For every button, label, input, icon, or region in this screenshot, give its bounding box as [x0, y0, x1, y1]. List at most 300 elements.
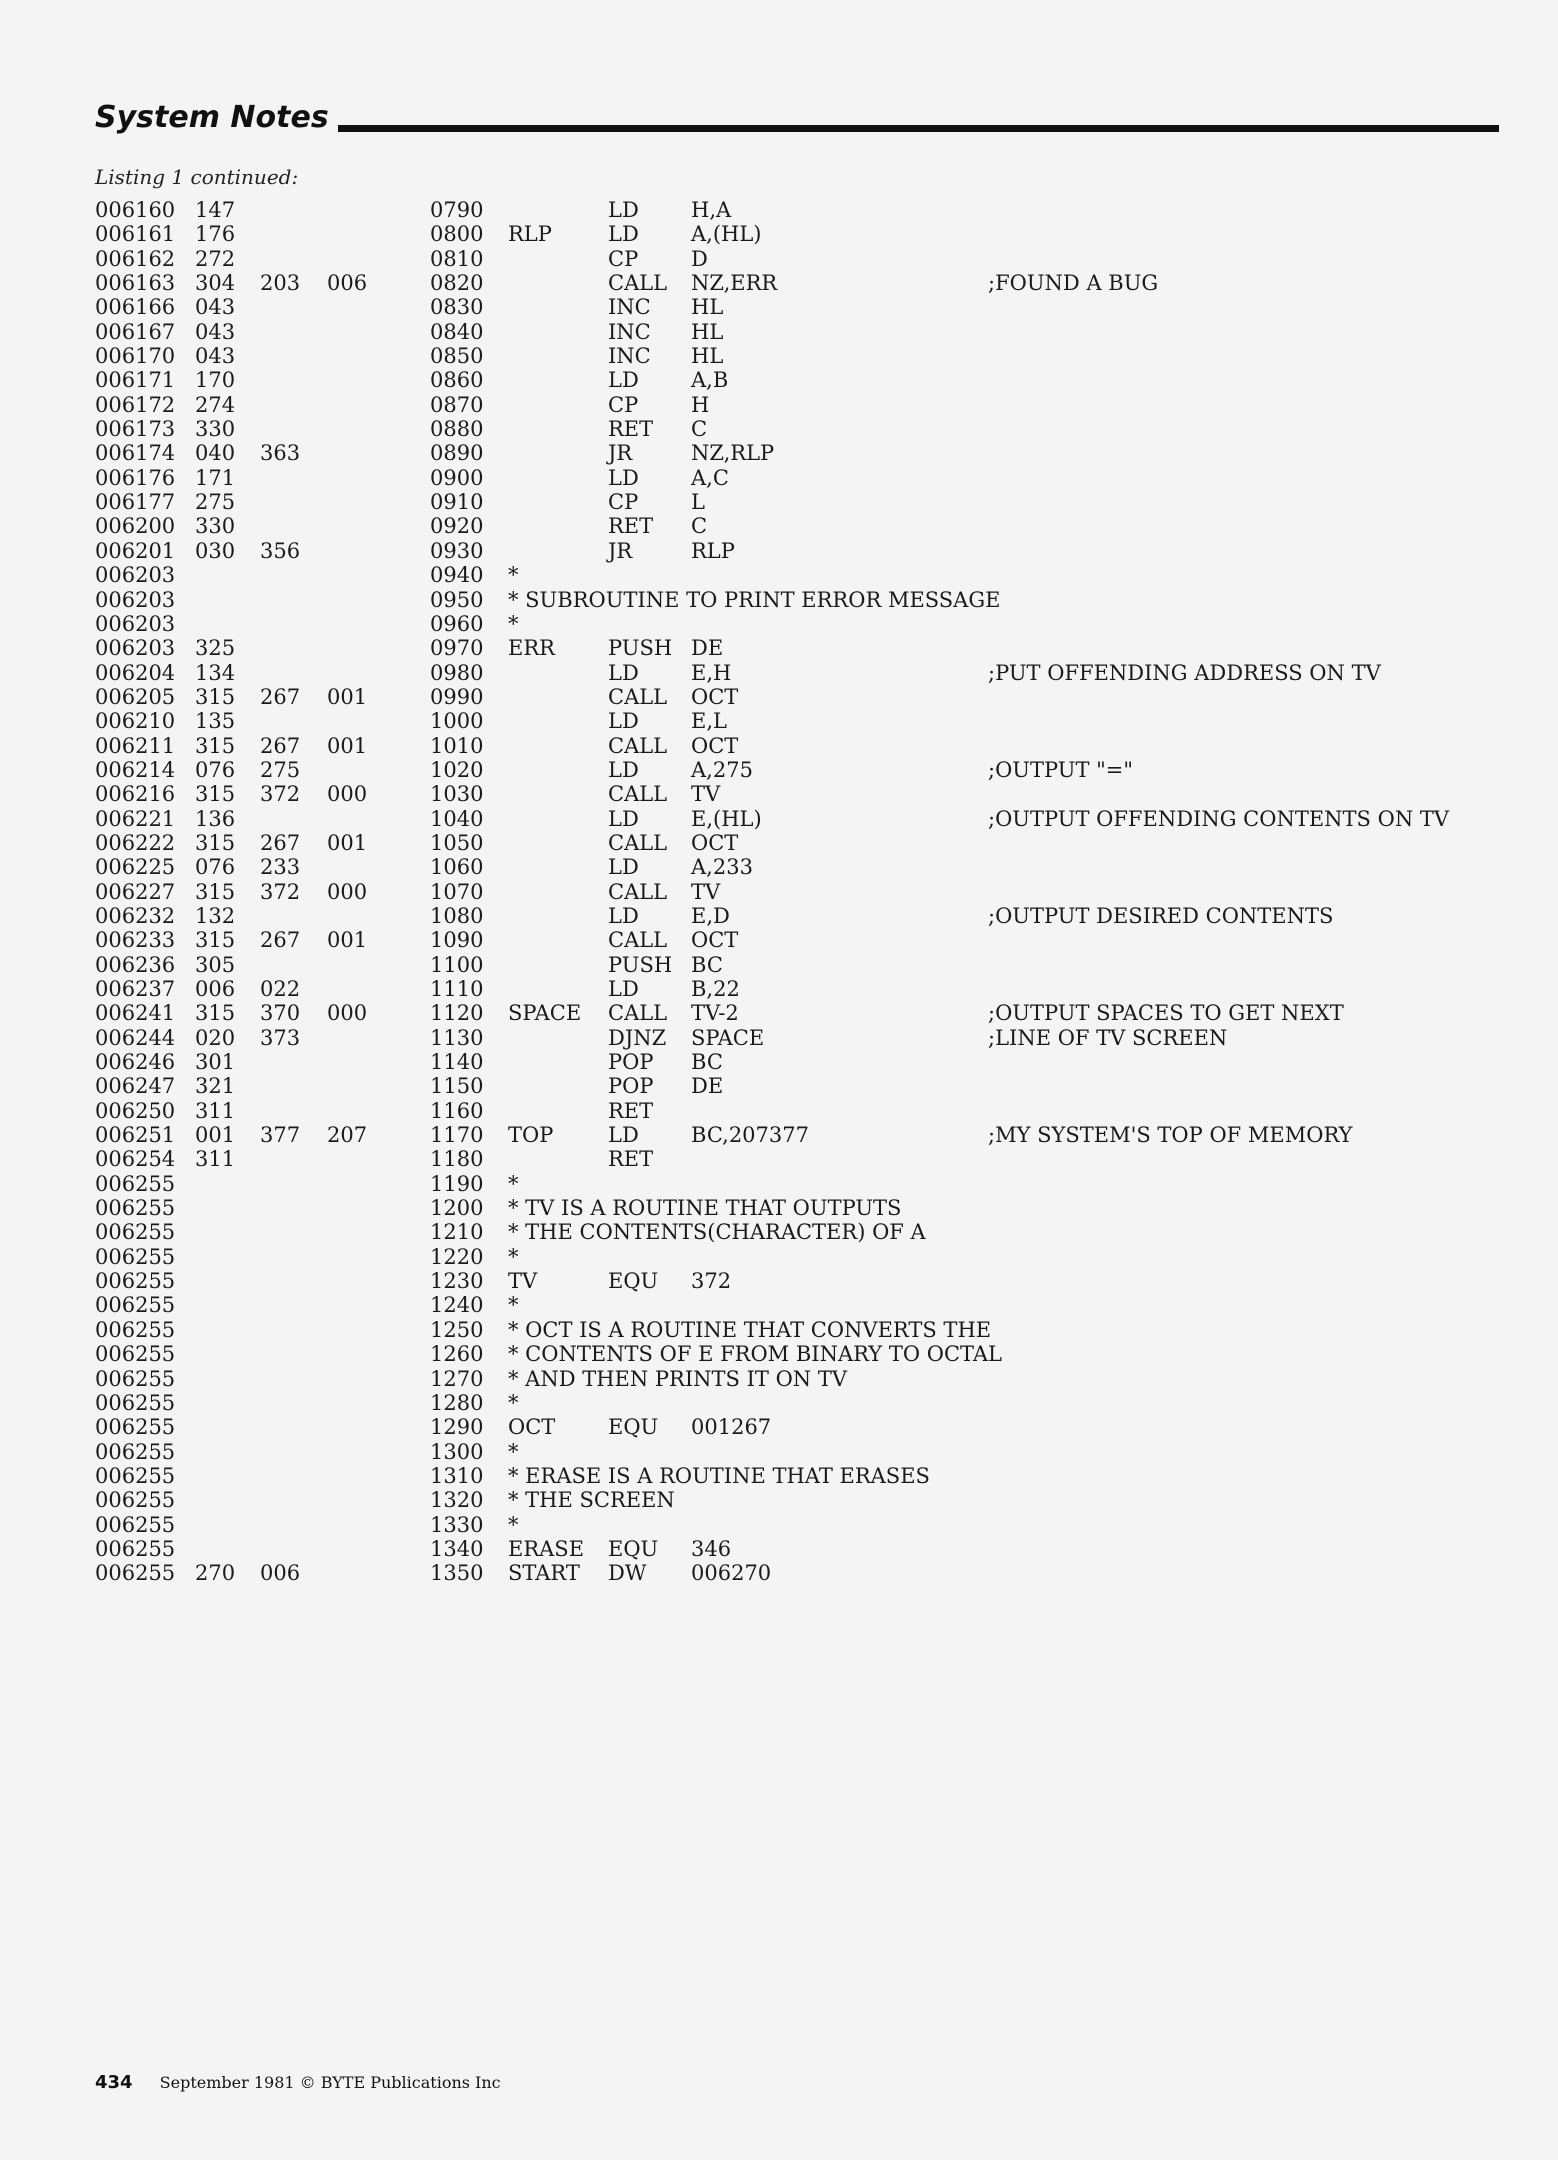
opcode-cell: EQU	[608, 1415, 659, 1440]
listing-row	[95, 539, 1515, 563]
listing-row	[95, 1513, 1515, 1537]
address-cell: 006166	[95, 295, 176, 320]
listing-row	[95, 1123, 1515, 1147]
opcode-cell: CP	[608, 246, 639, 271]
listing-row	[95, 1001, 1515, 1025]
operand-cell: E,L	[691, 709, 727, 734]
listing-row	[95, 831, 1515, 855]
byte1-cell: 076	[195, 757, 236, 782]
byte2-cell: 267	[260, 830, 301, 855]
line-number-cell: 0840	[430, 319, 484, 344]
operand-cell: SPACE	[691, 1025, 765, 1050]
comment-cell: ;OUTPUT SPACES TO GET NEXT	[988, 1001, 1344, 1026]
comment-cell: ;OUTPUT DESIRED CONTENTS	[988, 903, 1334, 928]
address-cell: 006255	[95, 1244, 176, 1269]
byte1-cell: 304	[195, 271, 236, 296]
opcode-cell: CALL	[608, 782, 668, 807]
line-number-cell: 1320	[430, 1488, 484, 1513]
address-cell: 006255	[95, 1561, 176, 1586]
operand-cell: BC	[691, 952, 723, 977]
byte2-cell: 233	[260, 855, 301, 880]
address-cell: 006167	[95, 319, 176, 344]
address-cell: 006161	[95, 222, 176, 247]
line-number-cell: 1010	[430, 733, 484, 758]
byte1-cell: 147	[195, 198, 236, 222]
byte2-cell: 372	[260, 782, 301, 807]
listing-row	[95, 855, 1515, 879]
byte1-cell: 043	[195, 319, 236, 344]
line-number-cell: 1350	[430, 1561, 484, 1586]
operand-cell: DE	[691, 636, 724, 661]
label-cell: TOP	[508, 1123, 554, 1148]
label-cell: OCT	[508, 1415, 556, 1440]
byte1-cell: 301	[195, 1050, 236, 1075]
address-cell: 006227	[95, 879, 176, 904]
byte1-cell: 330	[195, 417, 236, 442]
line-number-cell: 1040	[430, 806, 484, 831]
remark-cell: * OCT IS A ROUTINE THAT CONVERTS THE	[508, 1317, 992, 1342]
operand-cell: 372	[691, 1269, 732, 1294]
line-number-cell: 1250	[430, 1317, 484, 1342]
operand-cell: A,233	[691, 855, 753, 880]
line-number-cell: 1130	[430, 1025, 484, 1050]
line-number-cell: 1290	[430, 1415, 484, 1440]
opcode-cell: LD	[608, 977, 639, 1001]
listing-row	[95, 320, 1515, 344]
comment-cell: ;OUTPUT OFFENDING CONTENTS ON TV	[988, 806, 1450, 831]
operand-cell: RLP	[691, 538, 735, 563]
byte1-cell: 315	[195, 782, 236, 807]
byte1-cell: 272	[195, 246, 236, 271]
opcode-cell: CP	[608, 392, 639, 417]
line-number-cell: 1070	[430, 879, 484, 904]
listing-row	[95, 1415, 1515, 1439]
line-number-cell: 0980	[430, 660, 484, 685]
line-number-cell: 1000	[430, 709, 484, 734]
operand-cell: DE	[691, 1074, 724, 1099]
byte1-cell: 171	[195, 465, 236, 490]
remark-cell: * CONTENTS OF E FROM BINARY TO OCTAL	[508, 1342, 1002, 1367]
opcode-cell: CALL	[608, 928, 668, 953]
opcode-cell: LD	[608, 806, 639, 831]
line-number-cell: 1090	[430, 928, 484, 953]
operand-cell: E,D	[691, 903, 730, 928]
operand-cell: BC	[691, 1050, 723, 1075]
opcode-cell: INC	[608, 344, 651, 369]
byte3-cell: 001	[327, 733, 368, 758]
footer-credit: September 1981 © BYTE Publications Inc	[159, 2073, 501, 2092]
line-number-cell: 1030	[430, 782, 484, 807]
opcode-cell: LD	[608, 198, 639, 222]
listing-row	[95, 880, 1515, 904]
byte3-cell: 001	[327, 928, 368, 953]
address-cell: 006250	[95, 1098, 176, 1123]
comment-cell: ;LINE OF TV SCREEN	[988, 1025, 1228, 1050]
line-number-cell: 1150	[430, 1074, 484, 1099]
address-cell: 006205	[95, 684, 176, 709]
line-number-cell: 0820	[430, 271, 484, 296]
byte1-cell: 030	[195, 538, 236, 563]
opcode-cell: CALL	[608, 733, 668, 758]
byte1-cell: 040	[195, 441, 236, 466]
operand-cell: OCT	[691, 830, 739, 855]
line-number-cell: 1190	[430, 1171, 484, 1196]
remark-cell: * THE CONTENTS(CHARACTER) OF A	[508, 1220, 926, 1245]
opcode-cell: CALL	[608, 830, 668, 855]
byte2-cell: 006	[260, 1561, 301, 1586]
address-cell: 006241	[95, 1001, 176, 1026]
remark-cell: * AND THEN PRINTS IT ON TV	[508, 1366, 848, 1391]
opcode-cell: LD	[608, 1123, 639, 1148]
address-cell: 006203	[95, 587, 176, 612]
byte1-cell: 176	[195, 222, 236, 247]
line-number-cell: 1050	[430, 830, 484, 855]
byte1-cell: 134	[195, 660, 236, 685]
byte1-cell: 043	[195, 344, 236, 369]
address-cell: 006255	[95, 1342, 176, 1367]
remark-cell: * SUBROUTINE TO PRINT ERROR MESSAGE	[508, 587, 1001, 612]
operand-cell: 346	[691, 1536, 732, 1561]
byte3-cell: 000	[327, 1001, 368, 1026]
byte1-cell: 132	[195, 903, 236, 928]
line-number-cell: 0890	[430, 441, 484, 466]
listing-row	[95, 1293, 1515, 1317]
byte1-cell: 321	[195, 1074, 236, 1099]
opcode-cell: LD	[608, 757, 639, 782]
listing-row	[95, 247, 1515, 271]
address-cell: 006172	[95, 392, 176, 417]
listing-row	[95, 977, 1515, 1001]
line-number-cell: 0940	[430, 563, 484, 588]
byte1-cell: 275	[195, 490, 236, 515]
operand-cell: TV	[691, 879, 721, 904]
code-listing	[95, 198, 1515, 1586]
byte1-cell: 315	[195, 733, 236, 758]
remark-cell: *	[508, 1244, 519, 1269]
listing-row	[95, 1342, 1515, 1366]
listing-row	[95, 1269, 1515, 1293]
line-number-cell: 1120	[430, 1001, 484, 1026]
line-number-cell: 0950	[430, 587, 484, 612]
byte1-cell: 305	[195, 952, 236, 977]
byte3-cell: 006	[327, 271, 368, 296]
listing-row	[95, 514, 1515, 538]
operand-cell: NZ,RLP	[691, 441, 775, 466]
operand-cell: A,C	[691, 465, 729, 490]
label-cell: TV	[508, 1269, 538, 1294]
byte2-cell: 267	[260, 684, 301, 709]
address-cell: 006255	[95, 1171, 176, 1196]
opcode-cell: PUSH	[608, 952, 673, 977]
line-number-cell: 1310	[430, 1463, 484, 1488]
address-cell: 006255	[95, 1220, 176, 1245]
label-cell: ERASE	[508, 1536, 585, 1561]
listing-row	[95, 709, 1515, 733]
remark-cell: *	[508, 1390, 519, 1415]
line-number-cell: 0930	[430, 538, 484, 563]
address-cell: 006177	[95, 490, 176, 515]
byte1-cell: 043	[195, 295, 236, 320]
opcode-cell: RET	[608, 1147, 654, 1172]
listing-row	[95, 563, 1515, 587]
listing-row	[95, 734, 1515, 758]
byte2-cell: 267	[260, 928, 301, 953]
line-number-cell: 1300	[430, 1439, 484, 1464]
opcode-cell: JR	[608, 538, 633, 563]
listing-row	[95, 1391, 1515, 1415]
opcode-cell: INC	[608, 319, 651, 344]
line-number-cell: 1210	[430, 1220, 484, 1245]
byte1-cell: 020	[195, 1025, 236, 1050]
line-number-cell: 0880	[430, 417, 484, 442]
listing-row	[95, 1050, 1515, 1074]
opcode-cell: JR	[608, 441, 633, 466]
opcode-cell: CALL	[608, 271, 668, 296]
opcode-cell: LD	[608, 465, 639, 490]
line-number-cell: 1260	[430, 1342, 484, 1367]
byte2-cell: 363	[260, 441, 301, 466]
listing-row	[95, 1488, 1515, 1512]
listing-row	[95, 466, 1515, 490]
operand-cell: HL	[691, 319, 724, 344]
operand-cell: 001267	[691, 1415, 772, 1440]
line-number-cell: 0830	[430, 295, 484, 320]
byte1-cell: 270	[195, 1561, 236, 1586]
listing-caption: Listing 1 continued:	[95, 165, 299, 189]
opcode-cell: CALL	[608, 684, 668, 709]
address-cell: 006173	[95, 417, 176, 442]
address-cell: 006255	[95, 1390, 176, 1415]
byte1-cell: 006	[195, 977, 236, 1001]
listing-row	[95, 1440, 1515, 1464]
operand-cell: TV-2	[691, 1001, 739, 1026]
listing-row	[95, 441, 1515, 465]
byte1-cell: 315	[195, 684, 236, 709]
byte2-cell: 267	[260, 733, 301, 758]
listing-row	[95, 1367, 1515, 1391]
line-number-cell: 1170	[430, 1123, 484, 1148]
byte1-cell: 325	[195, 636, 236, 661]
byte3-cell: 207	[327, 1123, 368, 1148]
listing-row	[95, 368, 1515, 392]
line-number-cell: 0990	[430, 684, 484, 709]
operand-cell: H,A	[691, 198, 732, 222]
operand-cell: E,(HL)	[691, 806, 762, 831]
line-number-cell: 1230	[430, 1269, 484, 1294]
byte1-cell: 076	[195, 855, 236, 880]
line-number-cell: 1110	[430, 977, 484, 1001]
line-number-cell: 0870	[430, 392, 484, 417]
operand-cell: OCT	[691, 733, 739, 758]
byte2-cell: 356	[260, 538, 301, 563]
address-cell: 006210	[95, 709, 176, 734]
line-number-cell: 1140	[430, 1050, 484, 1075]
line-number-cell: 1060	[430, 855, 484, 880]
listing-row	[95, 295, 1515, 319]
listing-row	[95, 1196, 1515, 1220]
operand-cell: 006270	[691, 1561, 772, 1586]
byte2-cell: 370	[260, 1001, 301, 1026]
address-cell: 006216	[95, 782, 176, 807]
address-cell: 006255	[95, 1512, 176, 1537]
listing-row	[95, 1245, 1515, 1269]
listing-row	[95, 807, 1515, 831]
byte1-cell: 135	[195, 709, 236, 734]
line-number-cell: 0960	[430, 611, 484, 636]
opcode-cell: DJNZ	[608, 1025, 667, 1050]
operand-cell: C	[691, 514, 708, 539]
opcode-cell: LD	[608, 368, 639, 393]
section-header	[95, 100, 1499, 140]
byte1-cell: 311	[195, 1147, 236, 1172]
listing-row	[95, 758, 1515, 782]
address-cell: 006225	[95, 855, 176, 880]
address-cell: 006233	[95, 928, 176, 953]
address-cell: 006203	[95, 563, 176, 588]
header-rule	[338, 125, 1499, 132]
line-number-cell: 0920	[430, 514, 484, 539]
address-cell: 006236	[95, 952, 176, 977]
operand-cell: NZ,ERR	[691, 271, 778, 296]
byte1-cell: 136	[195, 806, 236, 831]
byte1-cell: 315	[195, 830, 236, 855]
listing-row	[95, 612, 1515, 636]
comment-cell: ;MY SYSTEM'S TOP OF MEMORY	[988, 1123, 1353, 1148]
address-cell: 006174	[95, 441, 176, 466]
address-cell: 006247	[95, 1074, 176, 1099]
byte1-cell: 330	[195, 514, 236, 539]
listing-row	[95, 1220, 1515, 1244]
listing-row	[95, 222, 1515, 246]
line-number-cell: 1340	[430, 1536, 484, 1561]
line-number-cell: 1080	[430, 903, 484, 928]
line-number-cell: 1100	[430, 952, 484, 977]
operand-cell: TV	[691, 782, 721, 807]
opcode-cell: POP	[608, 1074, 654, 1099]
line-number-cell: 0860	[430, 368, 484, 393]
operand-cell: D	[691, 246, 708, 271]
listing-row	[95, 1147, 1515, 1171]
listing-row	[95, 1464, 1515, 1488]
operand-cell: HL	[691, 344, 724, 369]
listing-row	[95, 782, 1515, 806]
address-cell: 006200	[95, 514, 176, 539]
address-cell: 006222	[95, 830, 176, 855]
listing-row	[95, 417, 1515, 441]
operand-cell: OCT	[691, 684, 739, 709]
address-cell: 006204	[95, 660, 176, 685]
opcode-cell: CALL	[608, 879, 668, 904]
operand-cell: BC,207377	[691, 1123, 809, 1148]
listing-row	[95, 393, 1515, 417]
address-cell: 006255	[95, 1269, 176, 1294]
byte2-cell: 275	[260, 757, 301, 782]
opcode-cell: LD	[608, 660, 639, 685]
remark-cell: *	[508, 1512, 519, 1537]
opcode-cell: DW	[608, 1561, 647, 1586]
line-number-cell: 0850	[430, 344, 484, 369]
opcode-cell: CALL	[608, 1001, 668, 1026]
line-number-cell: 1240	[430, 1293, 484, 1318]
listing-row	[95, 1099, 1515, 1123]
address-cell: 006232	[95, 903, 176, 928]
address-cell: 006255	[95, 1366, 176, 1391]
remark-cell: *	[508, 1293, 519, 1318]
opcode-cell: PUSH	[608, 636, 673, 661]
line-number-cell: 0800	[430, 222, 484, 247]
operand-cell: A,(HL)	[691, 222, 762, 247]
byte1-cell: 315	[195, 928, 236, 953]
line-number-cell: 1200	[430, 1196, 484, 1221]
opcode-cell: LD	[608, 903, 639, 928]
listing-row	[95, 904, 1515, 928]
byte2-cell: 373	[260, 1025, 301, 1050]
listing-row	[95, 271, 1515, 295]
opcode-cell: INC	[608, 295, 651, 320]
address-cell: 006251	[95, 1123, 176, 1148]
label-cell: RLP	[508, 222, 552, 247]
line-number-cell: 1180	[430, 1147, 484, 1172]
operand-cell: H	[691, 392, 710, 417]
opcode-cell: LD	[608, 222, 639, 247]
line-number-cell: 1160	[430, 1098, 484, 1123]
address-cell: 006255	[95, 1536, 176, 1561]
line-number-cell: 1020	[430, 757, 484, 782]
comment-cell: ;FOUND A BUG	[988, 271, 1159, 296]
address-cell: 006163	[95, 271, 176, 296]
address-cell: 006244	[95, 1025, 176, 1050]
address-cell: 006246	[95, 1050, 176, 1075]
address-cell: 006255	[95, 1463, 176, 1488]
section-title: System Notes	[95, 100, 329, 135]
byte1-cell: 001	[195, 1123, 236, 1148]
operand-cell: OCT	[691, 928, 739, 953]
remark-cell: * THE SCREEN	[508, 1488, 675, 1513]
byte3-cell: 000	[327, 782, 368, 807]
opcode-cell: LD	[608, 709, 639, 734]
opcode-cell: RET	[608, 514, 654, 539]
remark-cell: *	[508, 611, 519, 636]
listing-row	[95, 685, 1515, 709]
listing-row	[95, 1537, 1515, 1561]
address-cell: 006255	[95, 1488, 176, 1513]
remark-cell: *	[508, 1439, 519, 1464]
address-cell: 006162	[95, 246, 176, 271]
address-cell: 006254	[95, 1147, 176, 1172]
line-number-cell: 0790	[430, 198, 484, 222]
line-number-cell: 1270	[430, 1366, 484, 1391]
opcode-cell: RET	[608, 417, 654, 442]
operand-cell: A,B	[691, 368, 729, 393]
operand-cell: HL	[691, 295, 724, 320]
listing-row	[95, 490, 1515, 514]
byte2-cell: 372	[260, 879, 301, 904]
line-number-cell: 1330	[430, 1512, 484, 1537]
byte3-cell: 000	[327, 879, 368, 904]
line-number-cell: 0910	[430, 490, 484, 515]
remark-cell: *	[508, 1171, 519, 1196]
operand-cell: L	[691, 490, 705, 515]
address-cell: 006171	[95, 368, 176, 393]
address-cell: 006203	[95, 636, 176, 661]
byte1-cell: 315	[195, 1001, 236, 1026]
line-number-cell: 0810	[430, 246, 484, 271]
listing-row	[95, 928, 1515, 952]
page-number: 434	[95, 2072, 133, 2093]
operand-cell: A,275	[691, 757, 753, 782]
address-cell: 006211	[95, 733, 176, 758]
byte1-cell: 274	[195, 392, 236, 417]
